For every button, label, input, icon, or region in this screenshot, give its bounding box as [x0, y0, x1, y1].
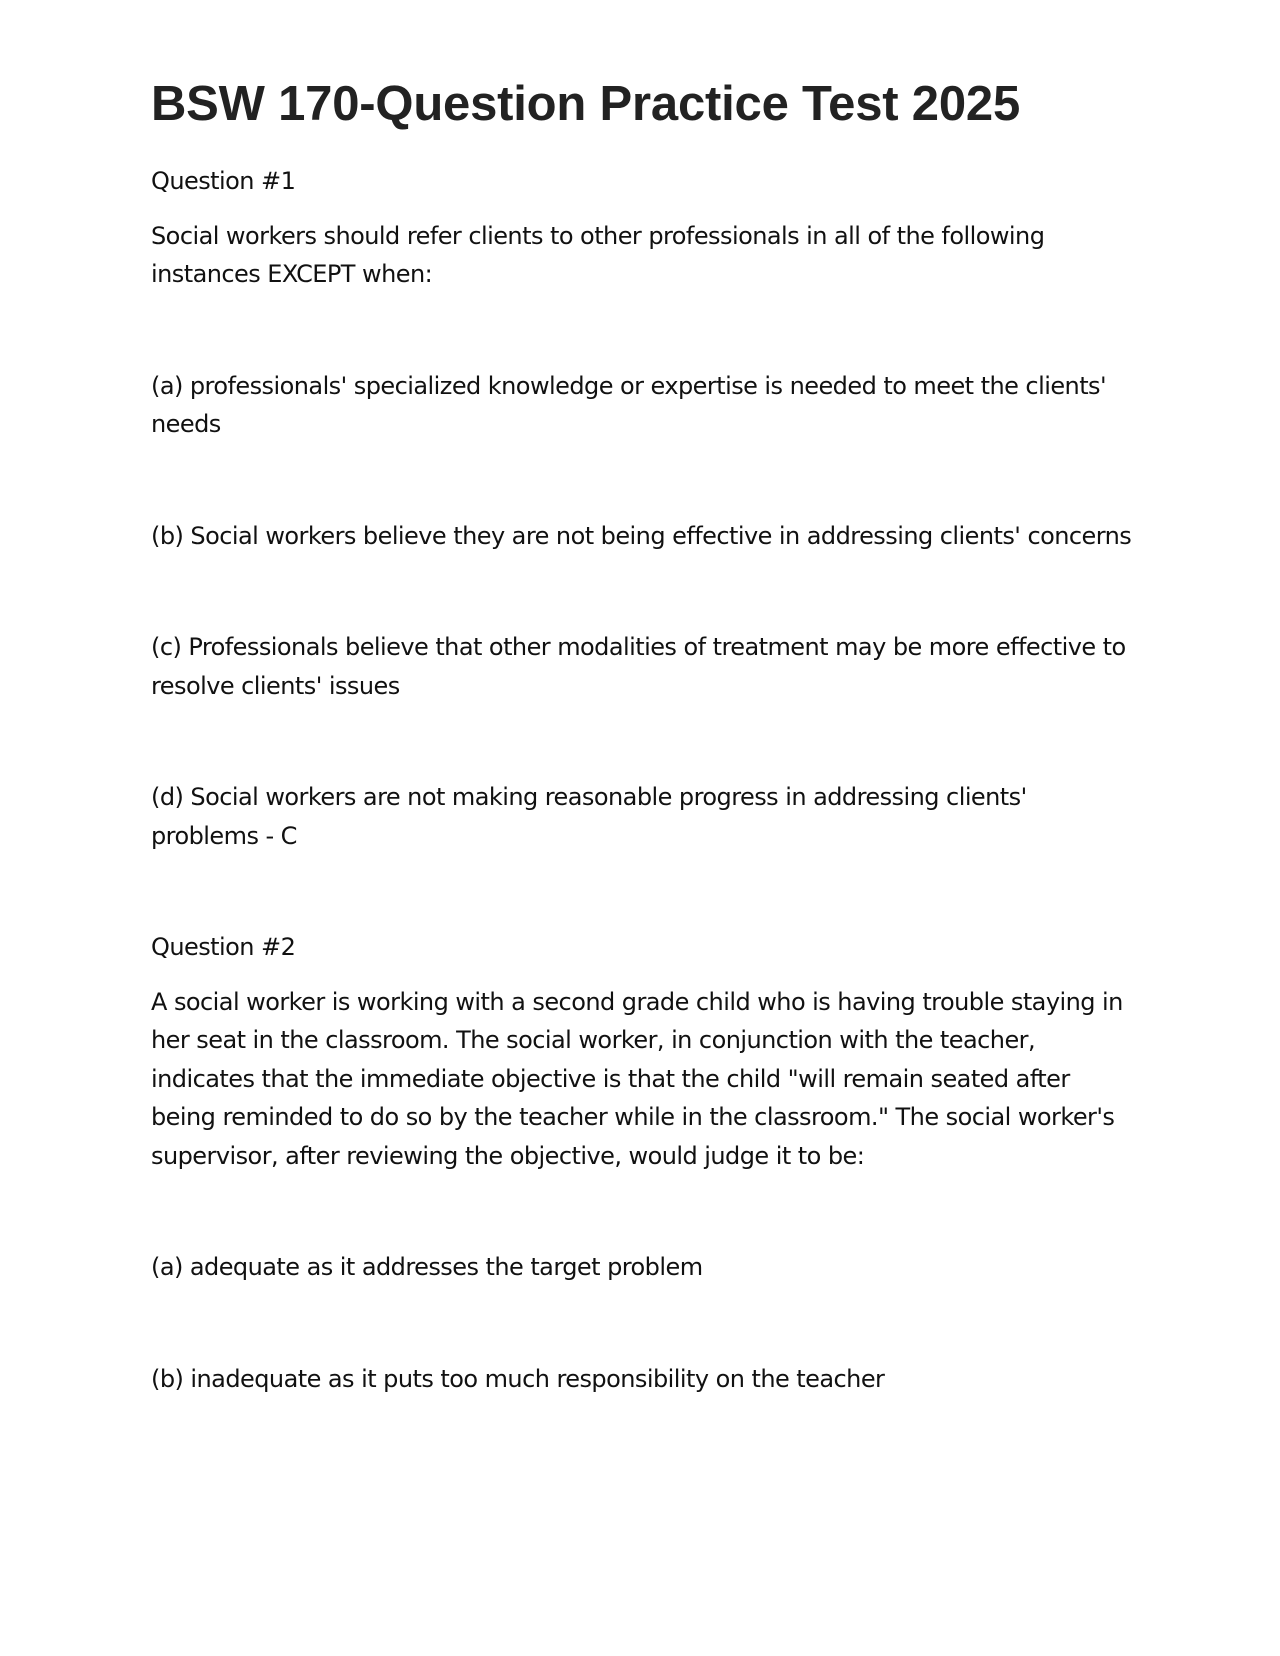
answer-option-a: (a) adequate as it addresses the target problem — [151, 1253, 703, 1281]
question-label: Question #2 — [151, 933, 296, 961]
question-label: Question #1 — [151, 167, 296, 195]
question-stem: Social workers should refer clients to other professionals in all of the following instances EXCEPT when: — [151, 221, 1045, 288]
answer-option-d: (d) Social workers are not making reasonable progress in addressing clients' problems - C — [151, 783, 1027, 850]
answer-option-b: (b) Social workers believe they are not being effective in addressing clients' concerns — [151, 521, 1132, 550]
answer-option-b: (b) inadequate as it puts too much responsibility on the teacher — [151, 1364, 885, 1393]
question-1 — [151, 162, 1141, 855]
question-2 — [151, 928, 1141, 1398]
answer-option-a: (a) professionals' specialized knowledge or expertise is needed to meet the clients' needs — [151, 371, 1107, 438]
document-page — [151, 70, 1141, 1398]
question-stem: A social worker is working with a second grade child who is having trouble staying in her seat in the classroom. The social worker, in conjunction with the teacher, indicates that the immediate objective is that the child "will remain seated after being reminded to do so by the teacher while in the classroom." The social worker's supervisor, after reviewing the objective, would judge it to be: — [151, 987, 1123, 1170]
answer-option-c: (c) Professionals believe that other modalities of treatment may be more effective to resolve clients' issues — [151, 633, 1126, 700]
page-title: BSW 170-Question Practice Test 2025 — [151, 77, 1020, 131]
